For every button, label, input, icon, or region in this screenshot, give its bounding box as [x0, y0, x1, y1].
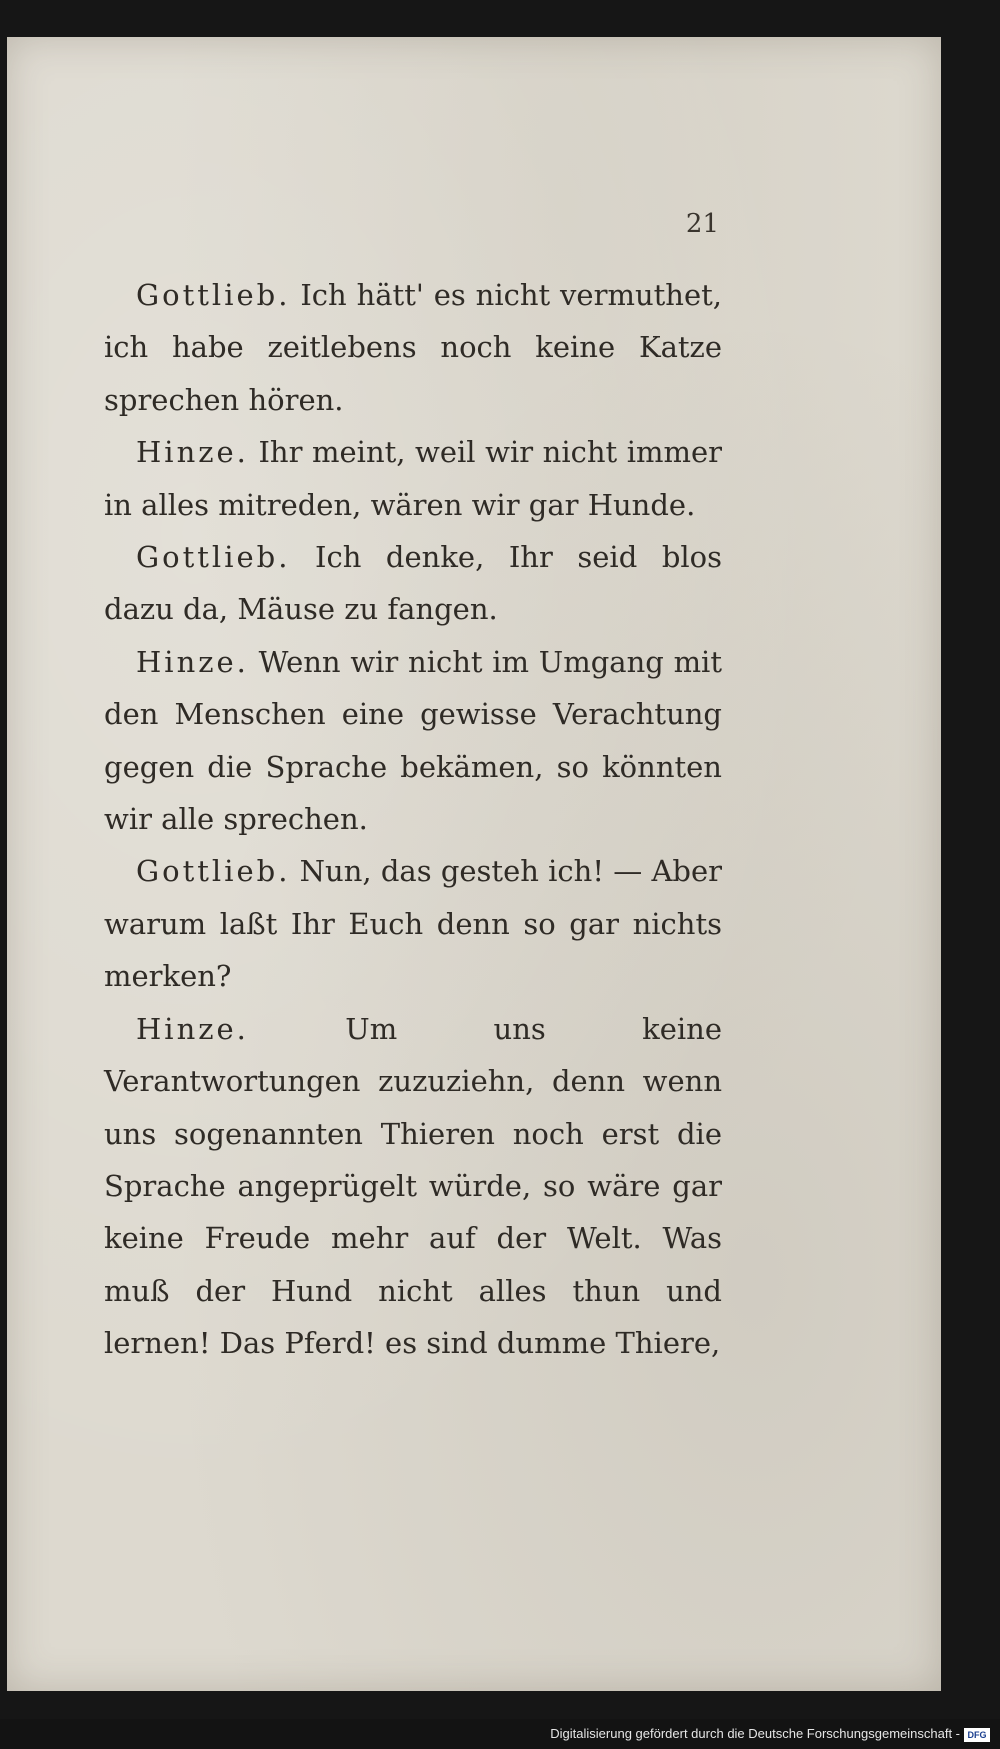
dialogue-text: Ich hätt' es nicht vermuthet, ich habe zeitlebens noch keine Katze sprechen hören. [104, 278, 723, 417]
footer-bar [0, 1719, 1000, 1749]
speaker-name: Hinze. [136, 644, 249, 679]
paragraph-2 [104, 426, 722, 531]
dialogue-text: Ich denke, Ihr seid blos dazu da, Mäuse zu fangen. [104, 540, 723, 627]
dialogue-text: Nun, das gesteh ich! — Aber warum laßt Ihr Euch denn so gar nichts merken? [104, 854, 722, 994]
paragraph-6 [104, 1003, 722, 1370]
dialogue-text: Wenn wir nicht im Umgang mit den Menschen eine gewisse Verachtung gegen die Sprache bekämen, so könnten wir alle sprechen. [104, 644, 722, 837]
funding-credit: Digitalisierung gefördert durch die Deutsche Forschungsgemeinschaft - [550, 1726, 960, 1741]
paragraph-5 [104, 845, 722, 1002]
paragraph-1 [104, 269, 722, 426]
speaker-name: Gottlieb. [136, 540, 291, 575]
page-number: 21 [685, 209, 719, 239]
dialogue-text: Um uns keine Verantwortungen zuzuziehn, denn wenn uns sogenannten Thieren noch erst die Sprache angeprügelt würde, so wäre gar keine Freude mehr auf der Welt. Was muß der Hund nicht alles thun und lernen! Das Pferd! es sind dumme Thiere, [104, 1011, 722, 1361]
page-text [104, 269, 722, 1370]
paragraph-3 [104, 531, 722, 636]
book-page [7, 37, 941, 1691]
speaker-name: Gottlieb. [136, 854, 291, 889]
dialogue-text: Ihr meint, weil wir nicht immer in alles mitreden, wären wir gar Hunde. [104, 435, 723, 522]
speaker-name: Hinze. [136, 1011, 249, 1046]
dfg-logo-icon: DFG [964, 1728, 990, 1742]
speaker-name: Hinze. [136, 435, 249, 470]
speaker-name: Gottlieb. [136, 278, 291, 312]
paragraph-4 [104, 636, 722, 846]
